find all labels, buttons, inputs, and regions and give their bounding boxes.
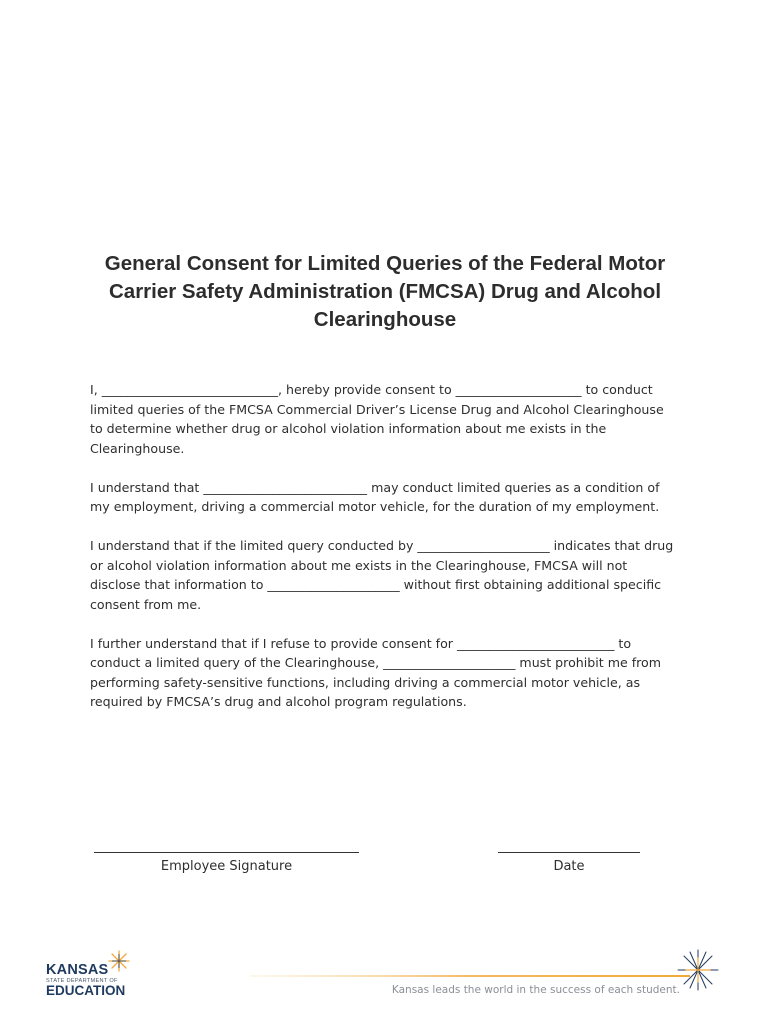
document-title: General Consent for Limited Queries of the Federal Motor Carrier Safety Administration (FMCSA) Drug and Alcohol Clearinghouse xyxy=(104,252,666,331)
consent-body xyxy=(90,380,680,731)
logo-star-icon xyxy=(108,950,130,972)
consent-paragraph-3: I understand that if the limited query conducted by _____________________ indicates that drug or alcohol violation information about me exists in the Clearinghouse, FMCSA will not disclose that information to _____________________ without first obtaining additional specific consent from me. xyxy=(90,538,674,612)
employee-signature-label: Employee Signature xyxy=(160,859,293,874)
employee-signature-block xyxy=(94,838,359,874)
footer-star-icon xyxy=(676,948,720,992)
logo-education-text: EDUCATION xyxy=(46,983,126,998)
date-label: Date xyxy=(553,859,585,874)
ksde-logo xyxy=(46,950,136,1002)
footer-rule xyxy=(250,974,690,978)
date-line[interactable] xyxy=(498,838,640,853)
consent-paragraph-1: I, ____________________________, hereby provide consent to ____________________ to conduct limited queries of the FMCSA Commercial Driver’s License Drug and Alcohol Clearinghouse to determine whether drug or alcohol violation information about me exists in the Clearinghouse. xyxy=(90,382,664,456)
date-block xyxy=(498,838,640,874)
consent-paragraph-4: I further understand that if I refuse to provide consent for _________________________ to conduct a limited query of the Clearinghouse, _____________________ must prohibit me from performing safety-sensitive functions, including driving a commercial motor vehicle, as required by FMCSA’s drug and alcohol program regulations. xyxy=(90,635,662,709)
footer-tagline: Kansas leads the world in the success of each student. xyxy=(391,984,680,996)
logo-subtitle-text: STATE DEPARTMENT OF xyxy=(46,978,118,984)
employee-signature-line[interactable] xyxy=(94,838,359,853)
consent-paragraph-2: I understand that __________________________ may conduct limited queries as a condition of my employment, driving a commercial motor vehicle, for the duration of my employment. xyxy=(90,479,660,514)
logo-kansas-text: KANSAS xyxy=(46,962,109,978)
